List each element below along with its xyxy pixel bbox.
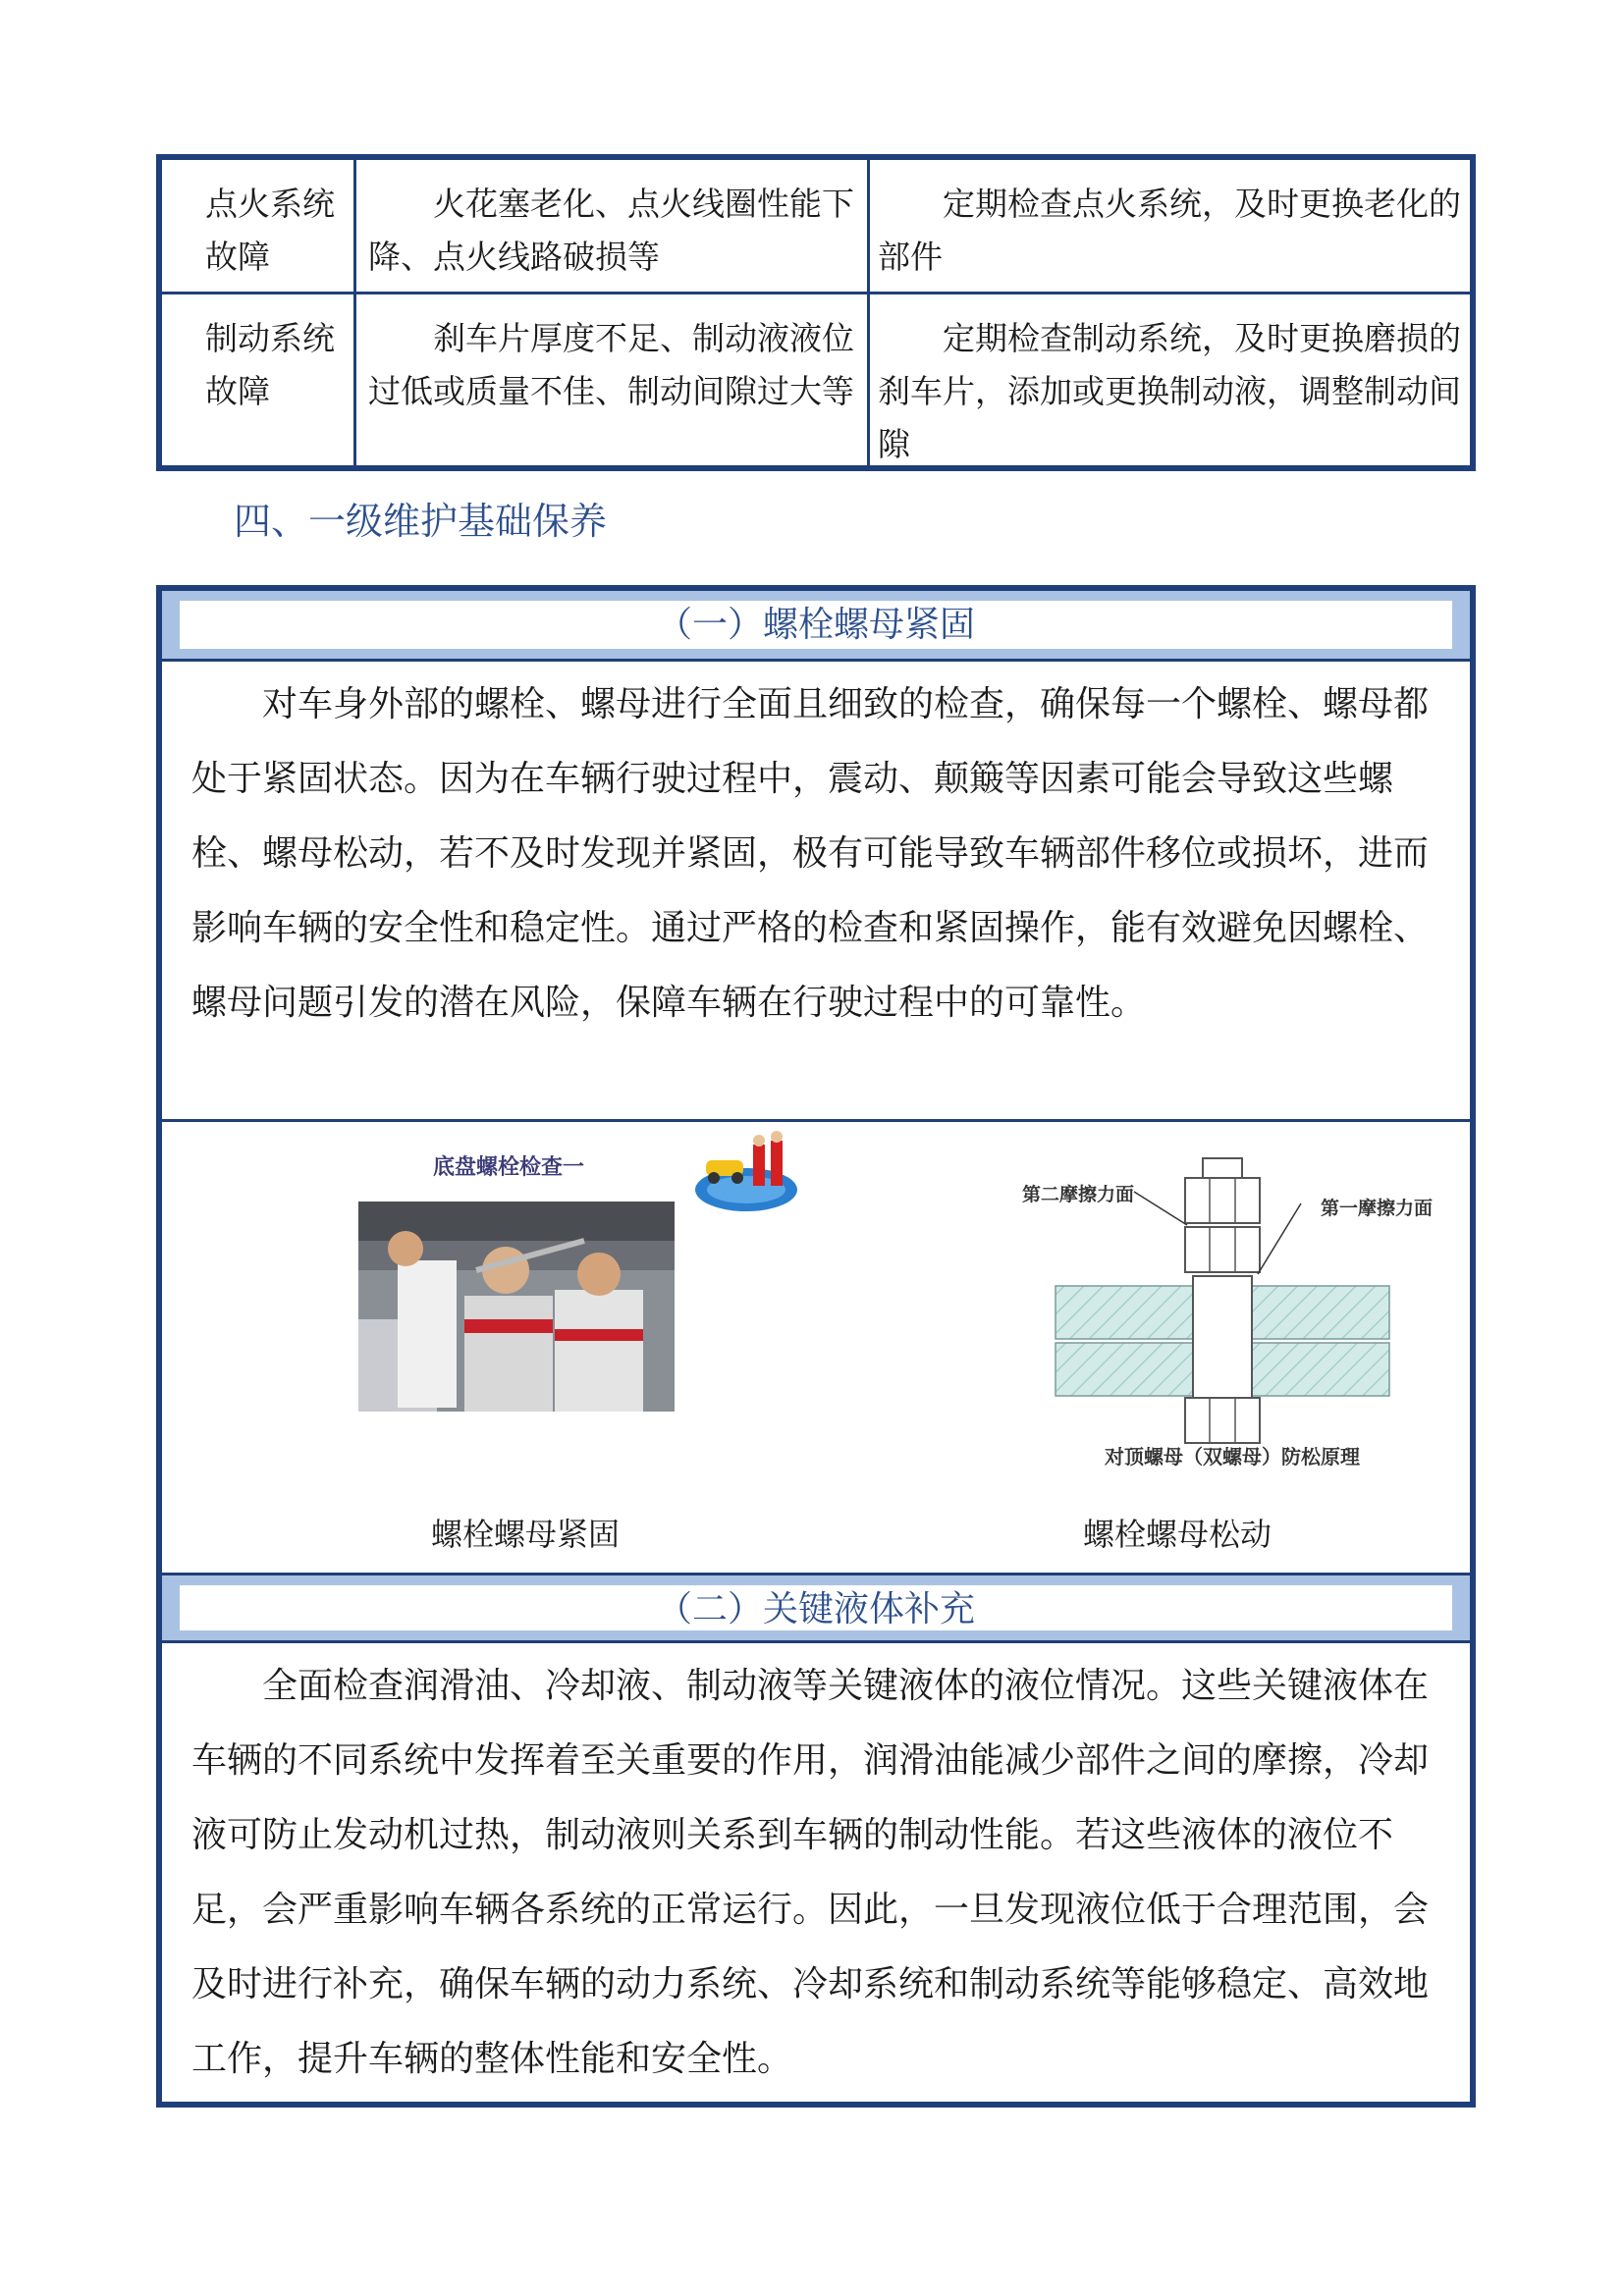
section-heading: 四、一级维护基础保养: [234, 500, 608, 543]
diagram-caption: 对顶螺母（双螺母）防松原理: [1105, 1445, 1360, 1468]
photo-block: [398, 1141, 790, 1406]
divider: [162, 1119, 1470, 1122]
subsection-band: [162, 591, 1470, 662]
fault-table: [156, 154, 1476, 471]
subsection-body: 对车身外部的螺栓、螺母进行全面且细致的检查，确保每一个螺栓、螺母都处于紧固状态。因为在车辆行驶过程中，震动、颠簸等因素可能会导致这些螺栓、螺母松动，若不及时发现并紧固，极有可能导致车辆部件移位或损坏，进而影响车辆的安全性和稳定性。通过严格的检查和紧固操作，能有效避免因螺栓、螺母问题引发的潜在风险，保障车辆在行驶过程中的可靠性。: [191, 684, 1430, 1023]
fault-cell: 制动系统故障: [162, 294, 356, 465]
solution-cell: 定期检查点火系统，及时更换老化的部件: [878, 185, 1461, 276]
subsection-body: 全面检查润滑油、冷却液、制动液等关键液体的液位情况。这些关键液体在车辆的不同系统中发挥着至关重要的作用，润滑油能减少部件之间的摩擦，冷却液可防止发动机过热，制动液则关系到车辆的制动性能。若这些液体的液位不足，会严重影响车辆各系统的正常运行。因此，一旦发现液位低于合理范围，会及时进行补充，确保车辆的动力系统、冷却系统和制动系统等能够稳定、高效地工作，提升车辆的整体性能和安全性。: [191, 1666, 1430, 2079]
subsection-title: （二）关键液体补充: [180, 1585, 1452, 1630]
fault-cell: 点火系统故障: [162, 160, 356, 292]
solution-cell: 定期检查制动系统，及时更换磨损的刹车片，添加或更换制动液，调整制动间隙: [878, 319, 1461, 463]
caption-right: 螺栓螺母松动: [1082, 1516, 1272, 1553]
table-row: [162, 160, 1470, 294]
bolt-check-photo: [358, 1201, 675, 1412]
mechanics-logo-icon: [692, 1131, 800, 1219]
subsection-title: （一）螺栓螺母紧固: [180, 601, 1452, 649]
photo-title: 底盘螺栓检查一: [433, 1155, 585, 1180]
cause-cell: 火花塞老化、点火线圈性能下降、点火线路破损等: [356, 160, 870, 292]
caption-left: 螺栓螺母紧固: [430, 1516, 620, 1553]
cause-cell: 刹车片厚度不足、制动液液位过低或质量不佳、制动间隙过大等: [356, 294, 870, 465]
maintenance-box: [156, 585, 1476, 2108]
table-row: [162, 294, 1470, 465]
subsection-band: [162, 1573, 1470, 1643]
diagram-label-first-friction: 第一摩擦力面: [1321, 1198, 1434, 1219]
diagram-label-second-friction: 第二摩擦力面: [1022, 1184, 1135, 1205]
